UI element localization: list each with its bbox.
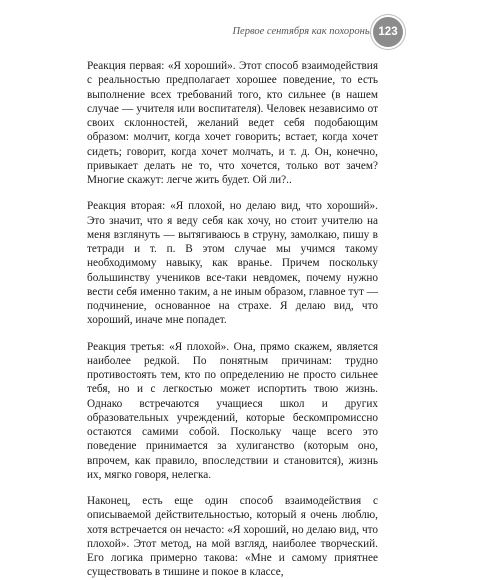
paragraph-reaction-third: Реакция третья: «Я плохой». Она, прямо скажем, является наиболее редкой. По понятным причинам: трудно противостоять тем, кто по определению не просто сильнее тебя, но и с легкостью может испортить твою жизнь. Однако встречаются учащиеся школ и других образовательных учреждений, которые бескомпромиссно остаются самими собой. Поскольку чаще всего это поведение принимается за хулиганство (которым оно, впрочем, как правило, впоследствии и становится), жизнь их, мягко говоря, нелегка. xyxy=(87,340,378,481)
page-number: 123 xyxy=(378,26,398,38)
page-number-badge xyxy=(373,17,403,47)
paragraph-finally: Наконец, есть еще один способ взаимодействия с описываемой действительностью, который я очень люблю, хотя встречается он нечасто: «Я хороший, но делаю вид, что плохой». Этот метод, на мой взгляд, наиболее творческий. Его логика примерно такова: «Мне и самому приятнее существовать в тишине и покое в классе, xyxy=(87,495,378,579)
running-title: Первое сентября как похороны xyxy=(232,26,372,37)
paragraph-reaction-second: Реакция вторая: «Я плохой, но делаю вид, что хороший». Это значит, что я веду себя как хочу, но стоит учителю на меня взглянуть — вытягиваюсь в струну, замолкаю, пишу в тетради и т. п. В этом случае мы учимся такому необходимому навыку, как вранье. Причем поскольку большинству учеников все-таки невдомек, почему нужно вести себя именно таким, а не иным образом, главное тут — подчинение, основанное на страхе. Я делаю вид, что хороший, иначе мне попадет. xyxy=(87,200,378,327)
paragraph-reaction-first: Реакция первая: «Я хороший». Этот способ взаимодействия с реальностью предполагает хорошее поведение, то есть выполнение всех требований того, кто сильнее (в нашем случае — учителя или воспитателя). Человек независимо от своих склонностей, желаний ведет себя подобающим образом: молчит, когда хочет говорить; встает, когда хочет сидеть; говорит, когда хочет молчать, и т. д. Он, конечно, привыкает делать не то, что хочется, только вот зачем? Многие скажут: легче жить будет. Ой ли?.. xyxy=(87,60,378,186)
page-header xyxy=(0,0,500,58)
body-text xyxy=(87,59,378,580)
